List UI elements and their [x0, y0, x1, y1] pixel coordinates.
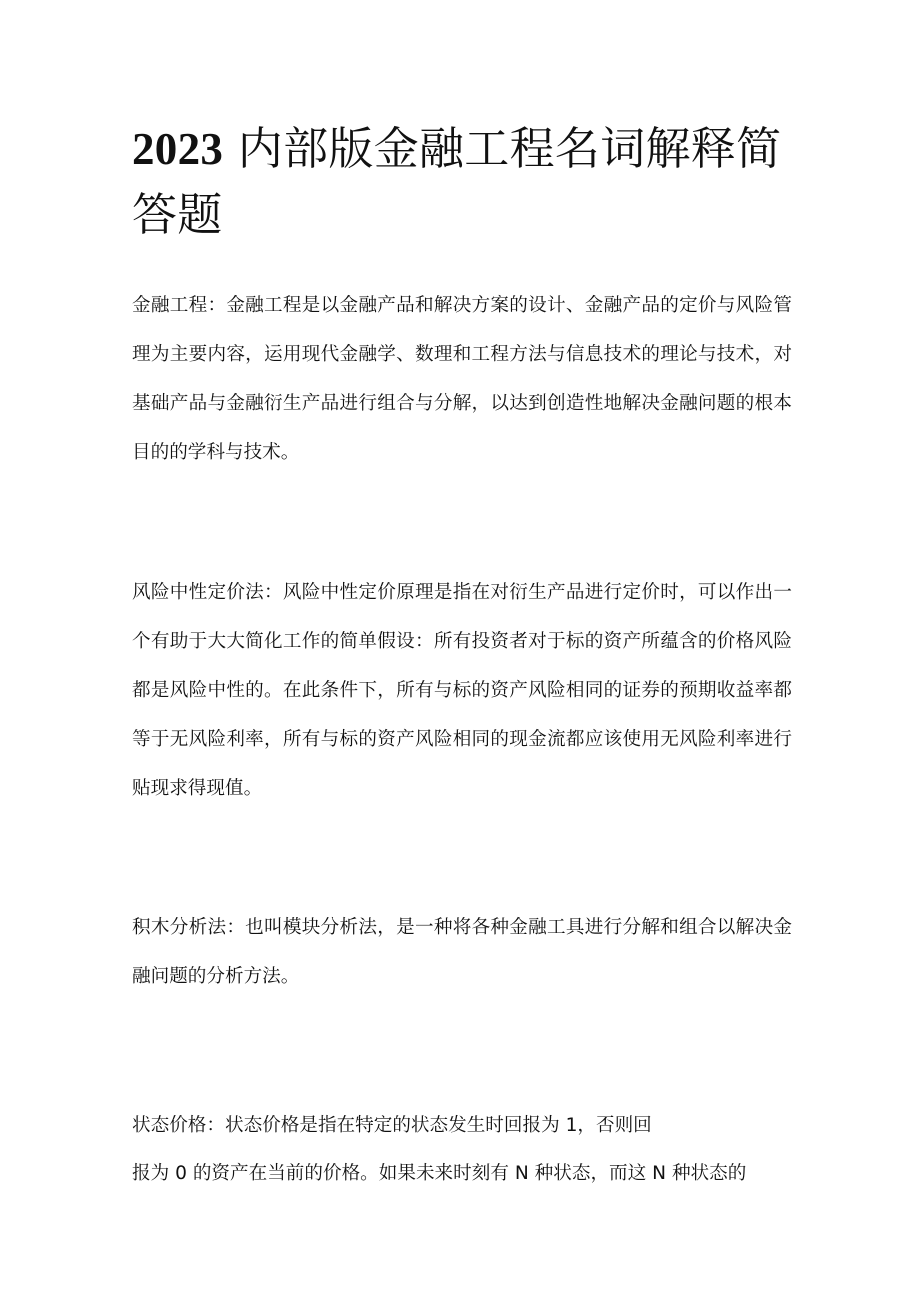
title-text: 内部版金融工程名词解释简答题: [132, 122, 782, 241]
paragraph-financial-engineering: 金融工程：金融工程是以金融产品和解决方案的设计、金融产品的定价与风险管理为主要内容，运用现代金融学、数理和工程方法与信息技术的理论与技术，对基础产品与金融衍生产品进行组合与分解，以达到创造性地解决金融问题的根本目的的学科与技术。: [132, 295, 792, 463]
paragraph-building-block-analysis: 积木分析法：也叫模块分析法，是一种将各种金融工具进行分解和组合以解决金融问题的分析方法。: [132, 917, 792, 987]
paragraph-risk-neutral-pricing: 风险中性定价法：风险中性定价原理是指在对衍生产品进行定价时，可以作出一个有助于大大简化工作的简单假设：所有投资者对于标的资产所蕴含的价格风险都是风险中性的。在此条件下，所有与标的资产风险相同的证券的预期收益率都等于无风险利率，所有与标的资产风险相同的现金流都应该使用无风险利率进行贴现求得现值。: [132, 582, 792, 799]
paragraph-state-price-line-2: 报为 0 的资产在当前的价格。如果未来时刻有 N 种状态，而这 N 种状态的: [132, 1163, 747, 1184]
title-year: 2023: [132, 124, 224, 174]
paragraph-state-price-line-1: 状态价格：状态价格是指在特定的状态发生时回报为 1，否则回: [132, 1115, 652, 1136]
document-title: [132, 116, 802, 248]
